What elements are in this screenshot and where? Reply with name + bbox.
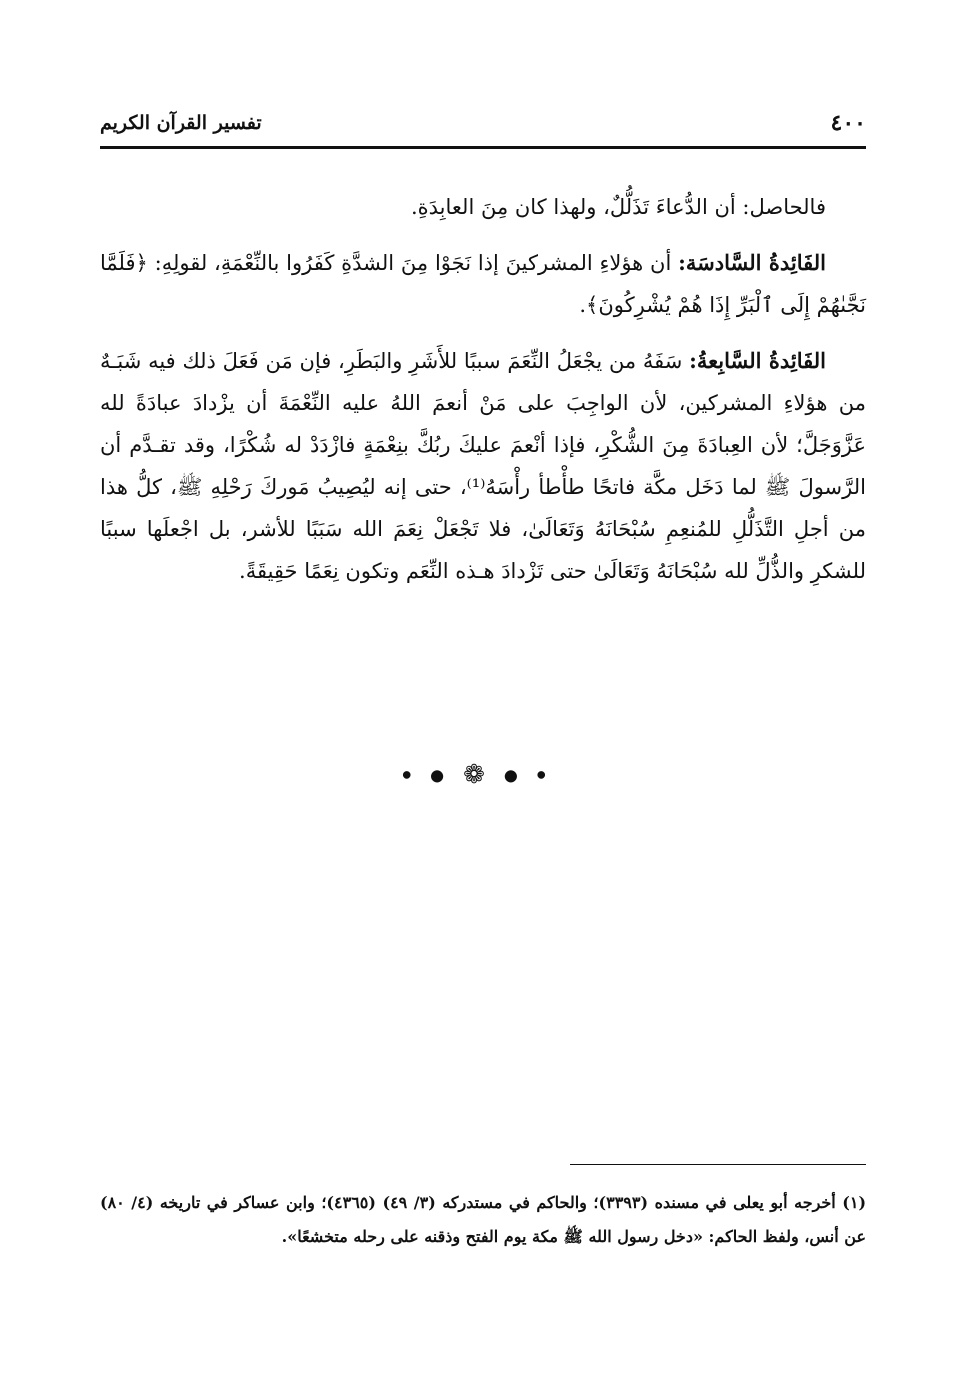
paragraph-conclusion [100,186,866,228]
paragraph-lead: الفَائِدةُ السَّادسَة: [678,250,826,275]
main-text [100,186,866,606]
ornament-dot-icon: ● [503,765,524,785]
footnote-rule [570,1164,866,1165]
ornament-flower-icon: ❁ [463,760,491,790]
paragraph-text: أن هؤلاءِ المشركينَ إذا نَجَوْا مِنَ الشدَّةِ كَفَرُوا بالنِّعْمَةِ، لقولِهِ: [154,251,679,275]
header-rule [100,146,866,149]
running-title: تفسير القرآن الكريم [100,112,262,134]
ornament-dot-icon: ● [430,765,451,785]
ornament-dot-icon: ● [402,769,418,781]
paragraph-benefit-six [100,242,866,326]
section-divider-ornament [0,760,954,790]
paragraph-text: سَفَهُ من يجْعَلُ النِّعَمَ سببًا للأَشَرِ والبَطَرِ، فإن مَن فَعَلَ ذلك فيه شَبَـهٌ من هؤلاءِ المشركين، لأن الواجِبَ على مَنْ أنعمَ اللهُ عليه النِّعْمَةَ أن يزْدادَ عبادَةً لله عَزَّوَجَلَّ؛ لأن العِبادَةَ مِنَ الشُّكْرِ، فإذا أنْعمَ عليكَ ربُكَّ بنِعْمَةٍ فازْدَدْ له شُكْرًا، وقد تقـدَّم أن الرَّسولَ ﷺ لما دَخَل مكَّة فاتحًا طأْطأ رأْسَهُ⁽¹⁾، حتى إنه ليُصِيبُ مَوركَ رَحْلِهِ ﷺ، كلُّ هذا من أجلِ التَّذَلُّلِ للمُنعِمِ سُبْحَانَهُ وَتَعَالَىٰ، فلا تَجْعَلْ نِعَمَ الله سَبَبًا للأشر، بل اجْعلَها سببًا للشكرِ والذُّلِّ لله سُبْحَانَهُ وَتَعَالَىٰ حتى تَزْدادَ هـذه النِّعَم وتكون نِعَمًا حَقِيقَةً. [100,349,866,583]
paragraph-benefit-seven [100,340,866,592]
paragraph-text: فالحاصل: أن الدُّعاءَ تَذَلُّلٌ، ولهذا كان مِنَ العابِدَةِ. [410,195,826,219]
page-number: ٤٠٠ [830,110,866,136]
quran-verse: ﴿فَلَمَّا نَجَّىٰهُمْ إِلَى ٱلْبَرِّ إِذَا هُمْ يُشْرِكُونَ﴾. [100,251,866,317]
page-header [100,108,866,142]
ornament-dot-icon: ● [536,769,552,781]
footnote: (١) أخرجه أبو يعلى في مسنده (٣٣٩٣)؛ والحاكم في مستدركه (٣/ ٤٩) (٤٣٦٥)؛ وابن عساكر في تاريخه (٤/ ٨٠) عن أنس، ولفظ الحاكم: «دخل رسول الله ﷺ مكة يوم الفتح وذقنه على رحله متخشعًا». [100,1193,867,1246]
paragraph-lead: الفَائِدةُ السَّابِعةُ: [689,348,826,373]
